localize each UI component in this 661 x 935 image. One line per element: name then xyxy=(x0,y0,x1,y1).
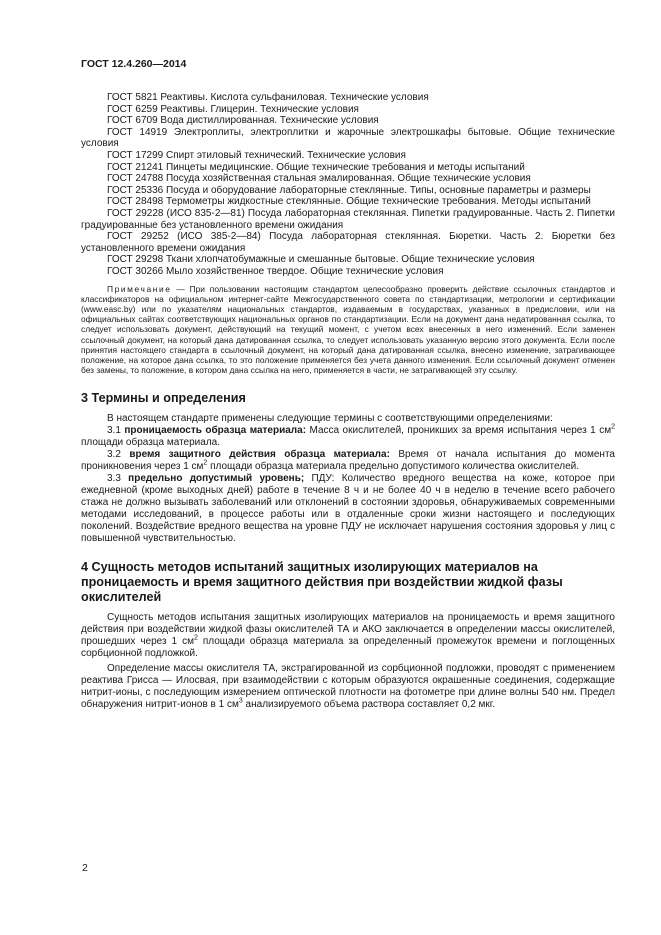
section-4-paragraph-2 xyxy=(81,663,615,711)
superscript: 2 xyxy=(203,460,208,467)
superscript: 2 xyxy=(193,635,198,642)
term-number: 3.1 xyxy=(107,425,125,437)
section-3-heading: 3 Термины и определения xyxy=(81,391,246,406)
section-4-heading: 4 Сущность методов испытаний защитных изолирующих материалов на проницаемость и время защитного действия при воздействии жидкой фазы окислителей xyxy=(81,560,563,605)
reference-item: ГОСТ 28498 Термометры жидкостные стеклянные. Общие технические требования. Методы испытаний xyxy=(107,196,591,208)
reference-item: ГОСТ 24788 Посуда хозяйственная стальная эмалированная. Общие технические условия xyxy=(107,173,531,185)
term-definition-end: площади образца материала предельно допустимого количества окислителей. xyxy=(207,461,580,473)
paragraph-text-end: площади образца материала за определенный промежуток времени и поглощенных сорбционной подложкой. xyxy=(81,636,615,660)
reference-item: ГОСТ 14919 Электроплиты, электроплитки и жарочные электрошкафы бытовые. Общие технические условия xyxy=(81,126,615,150)
term-name: предельно допустимый уровень; xyxy=(128,473,305,485)
reference-item: ГОСТ 29252 (ИСО 385-2—84) Посуда лабораторная стеклянная. Бюретки. Часть 2. Бюретки без установленного времени ожидания xyxy=(81,231,615,254)
superscript: 3 xyxy=(238,698,243,705)
reference-item: ГОСТ 6709 Вода дистиллированная. Технические условия xyxy=(107,115,379,127)
term-name: проницаемость образца материала: xyxy=(124,425,307,437)
reference-item: ГОСТ 29298 Ткани хлопчатобумажные и смешанные бытовые. Общие технические условия xyxy=(107,254,535,266)
term-definition: ПДУ: Количество вредного вещества на коже, которое при ежедневной (кроме выходных дней) работе в течение 8 ч и не более 40 ч в неделю в течение всего рабочего стажа не должно вызывать заболеваний или отклонений в состоянии здоровья, обнаруживаемых современными методами исследований, в процессе работы или в отдаленные сроки жизни настоящего и последующих поколений. Воздействие вредного вещества на уровне ПДУ не исключает нарушения состояния здоровья у лиц с повышенной чувствительностью. xyxy=(81,473,615,545)
section-3-intro: В настоящем стандарте применены следующие термины с соответствующими определениями: xyxy=(107,413,553,425)
term-3-2 xyxy=(81,449,615,473)
term-definition-end: площади образца материала. xyxy=(81,437,220,449)
term-3-3 xyxy=(81,473,615,545)
term-name: время защитного действия образца материала: xyxy=(129,449,390,461)
running-header: ГОСТ 12.4.260—2014 xyxy=(81,58,187,70)
note-paragraph xyxy=(81,284,615,376)
page-content xyxy=(81,92,615,711)
page-number: 2 xyxy=(82,862,88,874)
note-text: — При пользовании настоящим стандартом целесообразно проверить действие ссылочных стандартов и классификаторов на официальном интернет-сайте Межгосударственного совета по стандартизации, метрологии и сертификации (www.easc.by) или по указателям национальных стандартов, издаваемым в государствах, указанных в предисловии, или на официальных сайтах соответствующих национальных органов по стандартизации. Если на документ дана недатированная ссылка, то следует использовать документ, действующий на текущий момент, с учетом всех внесенных в него изменений. Если заменен ссылочный документ, на который дана датированная ссылка, то следует использовать указанную версию этого документа. Если после принятия настоящего стандарта в ссылочный документ, на который дана датированная ссылка, внесено изменение, затрагивающее положение, на которое дана ссылка, то это положение применяется без учета данного изменения. Если ссылочный документ отменен без замены, то положение, в котором дана ссылка на него, применяется в части, не затрагивающей эту ссылку. xyxy=(81,283,615,376)
reference-item: ГОСТ 6259 Реактивы. Глицерин. Технические условия xyxy=(107,103,359,115)
note-label: Примечание xyxy=(107,283,172,294)
reference-item: ГОСТ 25336 Посуда и оборудование лабораторные стеклянные. Типы, основные параметры и размеры xyxy=(107,184,591,196)
reference-item: ГОСТ 29228 (ИСО 835-2—81) Посуда лабораторная стеклянная. Пипетки градуированные. Часть 2. Пипетки градуированные без установленного времени ожидания xyxy=(81,207,615,231)
reference-item: ГОСТ 5821 Реактивы. Кислота сульфаниловая. Технические условия xyxy=(107,92,429,103)
paragraph-text-end: анализируемого объема раствора составляет 0,2 мкг. xyxy=(242,699,496,711)
reference-item: ГОСТ 17299 Спирт этиловый технический. Технические условия xyxy=(107,149,406,161)
superscript: 2 xyxy=(611,424,615,431)
term-number: 3.2 xyxy=(107,449,130,461)
term-3-1 xyxy=(81,425,615,449)
paragraph-text: Определение массы окислителя ТА, экстрагированной из сорбционной подложки, проводят с применением реактива Грисса — Илосвая, при взаимодействии с которым образуются окрашенные соединения, содержащие нитрит-ионы, с последующим измерением оптической плотности на фотометре при длине волны 540 нм. Предел обнаружения нитрит-ионов в 1 см xyxy=(81,663,615,711)
term-number: 3.3 xyxy=(107,473,129,485)
term-definition: Масса окислителей, проникших за время испытания через 1 см xyxy=(306,425,612,437)
paragraph-text: Сущность методов испытания защитных изолирующих материалов на проницаемость и время защитного действия при воздействии жидкой фазы окислителей ТА и АКО заключается в определении массы окислителей, прошедших через 1 см xyxy=(81,612,615,648)
reference-item: ГОСТ 21241 Пинцеты медицинские. Общие технические требования и методы испытаний xyxy=(107,161,525,173)
reference-item: ГОСТ 30266 Мыло хозяйственное твердое. Общие технические условия xyxy=(107,265,444,277)
reference-list xyxy=(81,92,615,278)
section-4-paragraph-1 xyxy=(81,612,615,660)
term-definition: Время от начала испытания до момента проникновения через 1 см xyxy=(81,449,615,473)
